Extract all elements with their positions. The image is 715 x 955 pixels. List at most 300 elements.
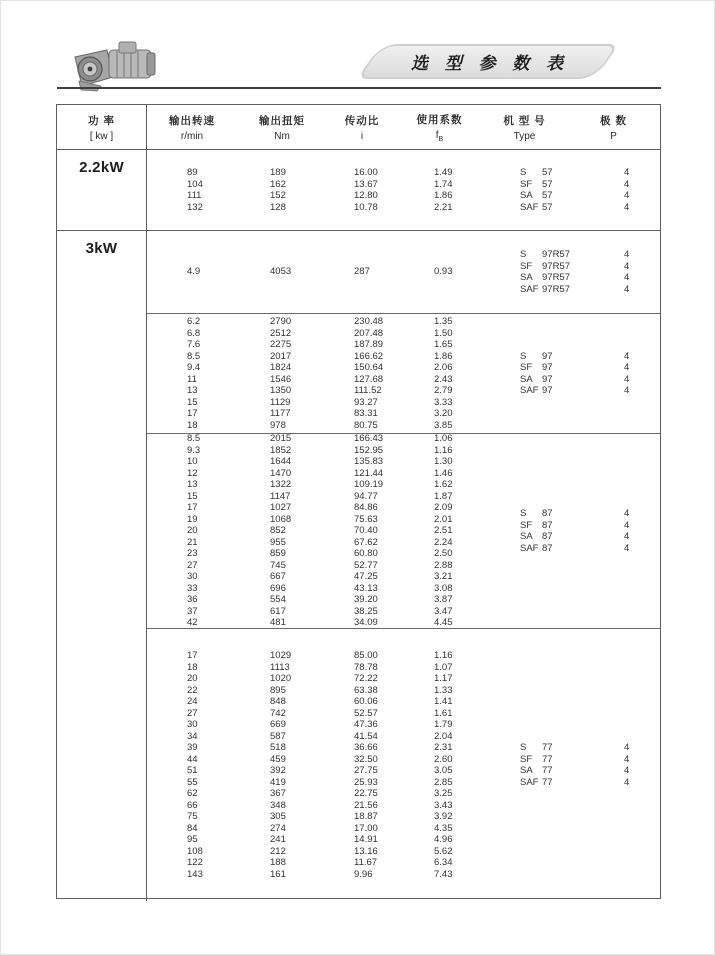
- type-cell: [520, 508, 624, 520]
- table-row: [147, 445, 660, 457]
- table-body: [57, 150, 660, 901]
- rpm-cell: 33: [187, 582, 198, 594]
- torque-cell: 4053: [270, 266, 292, 278]
- type-code: 77: [542, 765, 553, 776]
- type-row: [520, 179, 659, 191]
- factor-cell: 2.06: [434, 362, 453, 373]
- ratio-cell: 14.91: [354, 834, 378, 845]
- factor-cell: 1.86: [434, 350, 453, 362]
- torque-cell: 696: [270, 582, 286, 594]
- ratio-cell: 18.87: [354, 811, 378, 822]
- type-group: [520, 351, 659, 397]
- type-cell: [520, 754, 624, 766]
- type-cell: [520, 543, 624, 555]
- rpm-cell: 108: [187, 845, 203, 857]
- torque-cell: 2275: [270, 339, 292, 350]
- ratio-cell: 127.68: [354, 373, 384, 385]
- type-cell: [520, 385, 624, 397]
- rpm-cell: 17: [187, 502, 198, 514]
- table-row: [147, 456, 660, 468]
- ratio-cell: 135.83: [354, 456, 384, 468]
- type-code: 57: [542, 201, 553, 213]
- type-cell: [520, 362, 624, 374]
- factor-cell: 1.16: [434, 650, 453, 661]
- poles-cell: 4: [624, 178, 630, 190]
- data-block: [147, 150, 660, 230]
- type-code: 97R57: [542, 272, 570, 283]
- header-power-unit: [ kw ]: [89, 130, 114, 142]
- type-prefix: SA: [520, 272, 533, 283]
- torque-cell: 1020: [270, 673, 292, 684]
- table-row: [147, 316, 660, 328]
- rpm-cell: 15: [187, 396, 198, 408]
- ratio-cell: 121.44: [354, 467, 384, 479]
- type-cell: [520, 765, 624, 777]
- ratio-cell: 16.00: [354, 167, 378, 178]
- type-row: [520, 765, 659, 777]
- factor-cell: 2.09: [434, 502, 453, 514]
- type-row: [520, 508, 659, 520]
- ratio-cell: 78.78: [354, 661, 378, 673]
- table-row: [147, 397, 660, 409]
- type-row: [520, 531, 659, 543]
- type-code: 97R57: [542, 283, 570, 295]
- ratio-cell: 10.78: [354, 201, 378, 213]
- torque-cell: 152: [270, 190, 286, 201]
- factor-cell: 2.24: [434, 536, 453, 548]
- rpm-cell: 27: [187, 559, 198, 571]
- torque-cell: 1147: [270, 490, 291, 502]
- poles-cell: 4: [624, 508, 630, 519]
- ratio-cell: 166.62: [354, 350, 384, 362]
- type-prefix: SAF: [520, 776, 539, 788]
- type-prefix: SF: [520, 362, 533, 373]
- type-code: 87: [542, 519, 553, 531]
- factor-cell: 2.51: [434, 525, 453, 537]
- torque-cell: 1350: [270, 385, 292, 396]
- type-row: [520, 272, 659, 284]
- torque-cell: 518: [270, 742, 286, 753]
- type-cell: [520, 520, 624, 532]
- ratio-cell: 52.77: [354, 559, 378, 571]
- table-row: [147, 339, 660, 351]
- table-row: [147, 420, 660, 432]
- table-row: [147, 468, 660, 480]
- ratio-cell: 60.06: [354, 696, 378, 707]
- torque-cell: 895: [270, 684, 286, 696]
- torque-cell: 978: [270, 419, 286, 431]
- power-section: [57, 230, 660, 901]
- table-row: [147, 479, 660, 491]
- poles-cell: 4: [624, 776, 630, 788]
- factor-cell: 1.17: [434, 673, 453, 684]
- header-poles: 极 数 P: [600, 114, 627, 142]
- poles-cell: 4: [624, 362, 630, 373]
- factor-cell: 1.86: [434, 190, 453, 201]
- ratio-cell: 75.63: [354, 513, 378, 525]
- rpm-cell: 95: [187, 834, 198, 845]
- rpm-cell: 17: [187, 650, 198, 661]
- factor-cell: 1.50: [434, 327, 453, 339]
- ratio-cell: 13.67: [354, 178, 378, 190]
- rpm-cell: 10: [187, 456, 198, 468]
- factor-cell: 3.85: [434, 419, 453, 431]
- type-cell: [520, 179, 624, 191]
- rpm-cell: 39: [187, 742, 198, 753]
- type-code: 97: [542, 385, 553, 396]
- factor-cell: 1.16: [434, 444, 453, 456]
- type-code: 87: [542, 542, 553, 554]
- type-cell: [520, 202, 624, 214]
- factor-cell: 3.92: [434, 811, 453, 822]
- poles-cell: 4: [624, 167, 630, 178]
- factor-cell: 3.05: [434, 765, 453, 776]
- torque-cell: 1852: [270, 444, 292, 456]
- type-prefix: SF: [520, 260, 533, 272]
- ratio-cell: 25.93: [354, 776, 378, 788]
- factor-cell: 4.45: [434, 617, 453, 629]
- ratio-cell: 67.62: [354, 536, 378, 548]
- factor-cell: 7.43: [434, 868, 453, 880]
- torque-cell: 554: [270, 594, 286, 606]
- table-row: [147, 846, 660, 858]
- ratio-cell: 287: [354, 266, 370, 278]
- type-cell: [520, 272, 624, 284]
- type-prefix: SAF: [520, 385, 539, 396]
- ratio-cell: 166.43: [354, 433, 384, 445]
- ratio-cell: 150.64: [354, 362, 384, 373]
- ratio-cell: 21.56: [354, 799, 378, 811]
- factor-cell: 5.62: [434, 845, 453, 857]
- factor-cell: 1.65: [434, 339, 453, 350]
- factor-cell: 1.41: [434, 696, 453, 707]
- ratio-cell: 41.54: [354, 730, 378, 742]
- data-block: [147, 433, 660, 628]
- ratio-cell: 39.20: [354, 594, 378, 606]
- rpm-cell: 6.8: [187, 327, 201, 339]
- rpm-cell: 36: [187, 594, 198, 606]
- type-prefix: SAF: [520, 283, 539, 295]
- poles-cell: 4: [624, 765, 630, 776]
- rpm-cell: 18: [187, 661, 198, 673]
- factor-cell: 1.62: [434, 479, 453, 491]
- rpm-cell: 27: [187, 707, 198, 719]
- torque-cell: 1113: [270, 661, 290, 673]
- type-row: [520, 543, 659, 555]
- header-type: 机 型 号 Type: [503, 114, 546, 142]
- header-output-speed: 输出转速 r/min: [169, 114, 215, 142]
- rpm-cell: 122: [187, 857, 203, 868]
- type-cell: [520, 374, 624, 386]
- section-blocks: [147, 150, 660, 230]
- type-prefix: SA: [520, 373, 533, 385]
- torque-cell: 667: [270, 571, 286, 583]
- factor-cell: 1.07: [434, 661, 453, 673]
- ratio-cell: 47.25: [354, 571, 378, 583]
- factor-cell: 2.04: [434, 730, 453, 742]
- ratio-cell: 70.40: [354, 525, 378, 537]
- factor-cell: 2.85: [434, 776, 453, 788]
- section-blocks: [147, 231, 660, 901]
- table-row: [147, 673, 660, 685]
- table-row: [147, 491, 660, 503]
- rpm-cell: 66: [187, 799, 198, 811]
- torque-cell: 669: [270, 719, 286, 730]
- type-code: 57: [542, 167, 553, 178]
- ratio-cell: 12.80: [354, 190, 378, 201]
- type-row: [520, 385, 659, 397]
- table-row: [147, 408, 660, 420]
- poles-cell: 4: [624, 385, 630, 396]
- factor-cell: 1.74: [434, 178, 453, 190]
- title-banner: [369, 44, 607, 79]
- type-code: 77: [542, 776, 553, 788]
- ratio-cell: 187.89: [354, 339, 384, 350]
- type-row: [520, 742, 659, 754]
- factor-cell: 6.34: [434, 857, 453, 868]
- ratio-cell: 72.22: [354, 673, 378, 684]
- header-power: [57, 105, 147, 149]
- factor-cell: 2.50: [434, 548, 453, 560]
- poles-cell: 4: [624, 531, 630, 542]
- factor-cell: 0.93: [434, 266, 453, 278]
- rpm-cell: 84: [187, 822, 198, 834]
- torque-cell: 367: [270, 788, 286, 799]
- type-code: 87: [542, 508, 553, 519]
- rpm-cell: 12: [187, 467, 198, 479]
- data-block: [147, 628, 660, 901]
- rpm-cell: 15: [187, 490, 198, 502]
- rpm-cell: 42: [187, 617, 198, 629]
- poles-cell: 4: [624, 190, 630, 201]
- poles-cell: 4: [624, 519, 630, 531]
- ratio-cell: 17.00: [354, 822, 378, 834]
- table-row: [147, 606, 660, 618]
- type-row: [520, 351, 659, 363]
- type-prefix: SF: [520, 178, 533, 190]
- ratio-cell: 94.77: [354, 490, 378, 502]
- factor-cell: 1.30: [434, 456, 453, 468]
- torque-cell: 1644: [270, 456, 292, 468]
- torque-cell: 745: [270, 559, 286, 571]
- factor-cell: 1.49: [434, 167, 453, 178]
- rpm-cell: 23: [187, 548, 198, 560]
- table-row: [147, 731, 660, 743]
- poles-cell: 4: [624, 201, 630, 213]
- poles-cell: 4: [624, 542, 630, 554]
- type-code: 97: [542, 362, 553, 373]
- ratio-cell: 34.09: [354, 617, 378, 629]
- gearmotor-logo-image: [67, 37, 163, 93]
- ratio-cell: 43.13: [354, 582, 378, 594]
- table-row: [147, 662, 660, 674]
- torque-cell: 955: [270, 536, 286, 548]
- rpm-cell: 17: [187, 408, 198, 419]
- type-row: [520, 167, 659, 179]
- type-row: [520, 374, 659, 386]
- factor-cell: 1.35: [434, 316, 453, 327]
- rpm-cell: 111: [187, 190, 202, 201]
- factor-cell: 3.20: [434, 408, 453, 419]
- type-cell: [520, 284, 624, 296]
- rpm-cell: 55: [187, 776, 198, 788]
- ratio-cell: 109.19: [354, 479, 384, 491]
- torque-cell: 1177: [270, 408, 291, 419]
- torque-cell: 212: [270, 845, 286, 857]
- ratio-cell: 84.86: [354, 502, 378, 514]
- rpm-cell: 24: [187, 696, 198, 707]
- factor-cell: 2.43: [434, 373, 453, 385]
- rpm-cell: 13: [187, 479, 198, 491]
- table-row: [147, 857, 660, 869]
- torque-cell: 392: [270, 765, 286, 776]
- factor-cell: 3.43: [434, 799, 453, 811]
- type-prefix: SF: [520, 519, 533, 531]
- torque-cell: 2512: [270, 327, 292, 339]
- type-prefix: S: [520, 742, 527, 753]
- torque-cell: 128: [270, 201, 286, 213]
- ratio-cell: 85.00: [354, 650, 378, 661]
- torque-cell: 241: [270, 834, 286, 845]
- ratio-cell: 38.25: [354, 605, 378, 617]
- table-row: [147, 583, 660, 595]
- rpm-cell: 20: [187, 673, 198, 684]
- rpm-cell: 20: [187, 525, 198, 537]
- type-prefix: S: [520, 350, 527, 362]
- ratio-cell: 207.48: [354, 327, 384, 339]
- rpm-cell: 22: [187, 684, 198, 696]
- type-prefix: SAF: [520, 542, 539, 554]
- table-row: [147, 696, 660, 708]
- table-row: [147, 685, 660, 697]
- rpm-cell: 18: [187, 419, 198, 431]
- type-cell: [520, 167, 624, 179]
- rpm-cell: 8.5: [187, 350, 201, 362]
- type-group: [520, 167, 659, 213]
- header-power-zh: 功 率: [88, 114, 115, 127]
- factor-cell: 2.31: [434, 742, 453, 753]
- type-prefix: S: [520, 508, 527, 519]
- ratio-cell: 80.75: [354, 419, 378, 431]
- type-row: [520, 520, 659, 532]
- table-row: [147, 834, 660, 846]
- type-group: [520, 742, 659, 788]
- torque-cell: 459: [270, 753, 286, 765]
- header-output-torque: 输出扭矩 Nm: [259, 114, 305, 142]
- torque-cell: 1029: [270, 650, 292, 661]
- torque-cell: 617: [270, 605, 286, 617]
- torque-cell: 188: [270, 857, 286, 868]
- type-code: 87: [542, 531, 553, 542]
- poles-cell: 4: [624, 373, 630, 385]
- type-prefix: SA: [520, 765, 533, 776]
- rpm-cell: 19: [187, 513, 198, 525]
- poles-cell: 4: [624, 742, 630, 753]
- header-columns: [147, 105, 660, 149]
- type-code: 97: [542, 350, 553, 362]
- type-cell: [520, 190, 624, 202]
- ratio-cell: 152.95: [354, 444, 384, 456]
- factor-cell: 4.96: [434, 834, 453, 845]
- rpm-cell: 30: [187, 571, 198, 583]
- table-row: [147, 433, 660, 445]
- type-prefix: SA: [520, 190, 533, 201]
- type-row: [520, 777, 659, 789]
- header-divider: [57, 87, 661, 89]
- factor-cell: 3.33: [434, 396, 453, 408]
- type-prefix: S: [520, 167, 527, 178]
- factor-cell: 4.35: [434, 822, 453, 834]
- factor-cell: 1.87: [434, 490, 453, 502]
- ratio-cell: 22.75: [354, 788, 378, 799]
- ratio-cell: 11.67: [354, 857, 378, 868]
- rpm-cell: 30: [187, 719, 198, 730]
- torque-cell: 742: [270, 707, 286, 719]
- rpm-cell: 143: [187, 868, 203, 880]
- factor-cell: 1.33: [434, 684, 453, 696]
- table-row: [147, 650, 660, 662]
- table-row: [147, 708, 660, 720]
- type-row: [520, 261, 659, 273]
- factor-cell: 1.79: [434, 719, 453, 730]
- torque-cell: 348: [270, 799, 286, 811]
- rpm-cell: 44: [187, 753, 198, 765]
- rpm-cell: 62: [187, 788, 198, 799]
- selection-parameter-table: [56, 104, 661, 899]
- torque-cell: 1068: [270, 513, 292, 525]
- torque-cell: 2017: [270, 350, 292, 362]
- type-cell: [520, 249, 624, 261]
- type-code: 57: [542, 178, 553, 190]
- type-cell: [520, 742, 624, 754]
- type-cell: [520, 777, 624, 789]
- type-row: [520, 362, 659, 374]
- type-code: 57: [542, 190, 553, 201]
- type-group: [520, 249, 659, 295]
- torque-cell: 2015: [270, 433, 292, 445]
- factor-cell: 1.61: [434, 707, 453, 719]
- rpm-cell: 9.3: [187, 444, 201, 456]
- table-row: [147, 811, 660, 823]
- torque-cell: 419: [270, 776, 286, 788]
- factor-cell: 2.79: [434, 385, 453, 396]
- type-code: 97: [542, 373, 553, 385]
- factor-cell: 3.08: [434, 582, 453, 594]
- table-row: [147, 560, 660, 572]
- data-block: [147, 231, 660, 313]
- torque-cell: 2790: [270, 316, 292, 327]
- rpm-cell: 89: [187, 167, 198, 178]
- torque-cell: 848: [270, 696, 286, 707]
- poles-cell: 4: [624, 753, 630, 765]
- ratio-cell: 52.57: [354, 707, 378, 719]
- type-row: [520, 754, 659, 766]
- rpm-cell: 51: [187, 765, 198, 776]
- rpm-cell: 132: [187, 201, 203, 213]
- poles-cell: 4: [624, 249, 630, 260]
- ratio-cell: 111.52: [354, 385, 382, 396]
- rpm-cell: 21: [187, 536, 198, 548]
- torque-cell: 1546: [270, 373, 292, 385]
- gear-reducer-motor-icon: [67, 37, 163, 93]
- torque-cell: 587: [270, 730, 286, 742]
- ratio-cell: 13.16: [354, 845, 378, 857]
- type-prefix: S: [520, 249, 527, 260]
- ratio-cell: 32.50: [354, 753, 378, 765]
- type-prefix: SAF: [520, 201, 539, 213]
- torque-cell: 1824: [270, 362, 292, 373]
- table-row: [147, 719, 660, 731]
